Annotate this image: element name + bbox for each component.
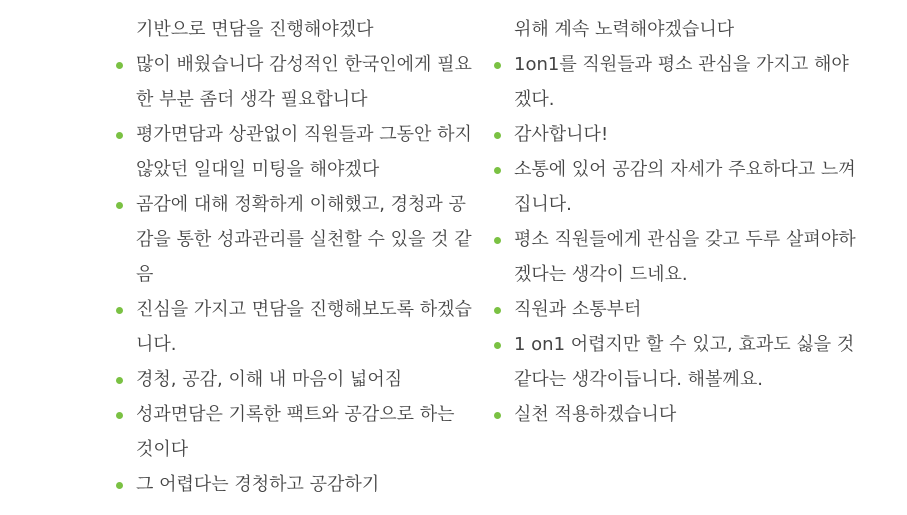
- bullet-icon: [494, 237, 501, 244]
- list-item-text: 기반으로 면담을 진행해야겠다: [136, 19, 374, 40]
- list-item: [136, 187, 476, 292]
- list-item: [136, 47, 476, 117]
- list-item-text: 소통에 있어 공감의 자세가 주요하다고 느껴집니다.: [514, 159, 856, 215]
- list-item-text: 1on1를 직원들과 평소 관심을 가지고 해야겠다.: [514, 54, 849, 110]
- list-item: [514, 152, 864, 222]
- list-item: [136, 467, 476, 502]
- feedback-list-right: [514, 12, 864, 432]
- list-item: [514, 292, 864, 327]
- list-item: [136, 12, 476, 47]
- list-item-text: 그 어렵다는 경청하고 공감하기: [136, 474, 380, 495]
- bullet-icon: [494, 62, 501, 69]
- list-item-text: 많이 배웠습니다 감성적인 한국인에게 필요한 부분 좀더 생각 필요합니다: [136, 54, 472, 110]
- list-item-text: 평소 직원들에게 관심을 갖고 두루 살펴야하겠다는 생각이 드네요.: [514, 229, 856, 285]
- bullet-icon: [116, 412, 123, 419]
- list-item-text: 곰감에 대해 정확하게 이해했고, 경청과 공감을 통한 성과관리를 실천할 수 있을 것 같음: [136, 194, 472, 285]
- bullet-icon: [116, 202, 123, 209]
- list-item: [136, 292, 476, 362]
- list-item-text: 실천 적용하겠습니다: [514, 404, 677, 425]
- bullet-icon: [494, 132, 501, 139]
- list-item: [514, 117, 864, 152]
- list-item: [136, 362, 476, 397]
- bullet-icon: [494, 342, 501, 349]
- bullet-icon: [116, 62, 123, 69]
- list-item-text: 직원과 소통부터: [514, 299, 642, 320]
- list-item-text: 평가면담과 상관없이 직원들과 그동안 하지않았던 일대일 미팅을 해야겠다: [136, 124, 472, 180]
- list-item-text: 위해 계속 노력해야겠습니다: [514, 19, 735, 40]
- bullet-icon: [494, 307, 501, 314]
- bullet-icon: [116, 482, 123, 489]
- bullet-icon: [116, 377, 123, 384]
- list-item: [514, 397, 864, 432]
- list-item: [514, 12, 864, 47]
- bullet-icon: [494, 167, 501, 174]
- list-item-text: 성과면담은 기록한 팩트와 공감으로 하는 것이다: [136, 404, 455, 460]
- bullet-icon: [116, 132, 123, 139]
- feedback-list-left: [136, 12, 476, 502]
- list-item-text: 경청, 공감, 이해 내 마음이 넓어짐: [136, 369, 403, 390]
- list-item-text: 진심을 가지고 면담을 진행해보도록 하겠습니다.: [136, 299, 472, 355]
- list-item: [514, 222, 864, 292]
- list-item-text: 감사합니다!: [514, 124, 609, 145]
- list-item: [514, 47, 864, 117]
- list-item: [136, 397, 476, 467]
- bullet-icon: [116, 307, 123, 314]
- list-item: [136, 117, 476, 187]
- list-item: [514, 327, 864, 397]
- bullet-icon: [494, 412, 501, 419]
- list-item-text: 1 on1 어렵지만 할 수 있고, 효과도 싫을 것 같다는 생각이듭니다. 해볼께요.: [514, 334, 855, 390]
